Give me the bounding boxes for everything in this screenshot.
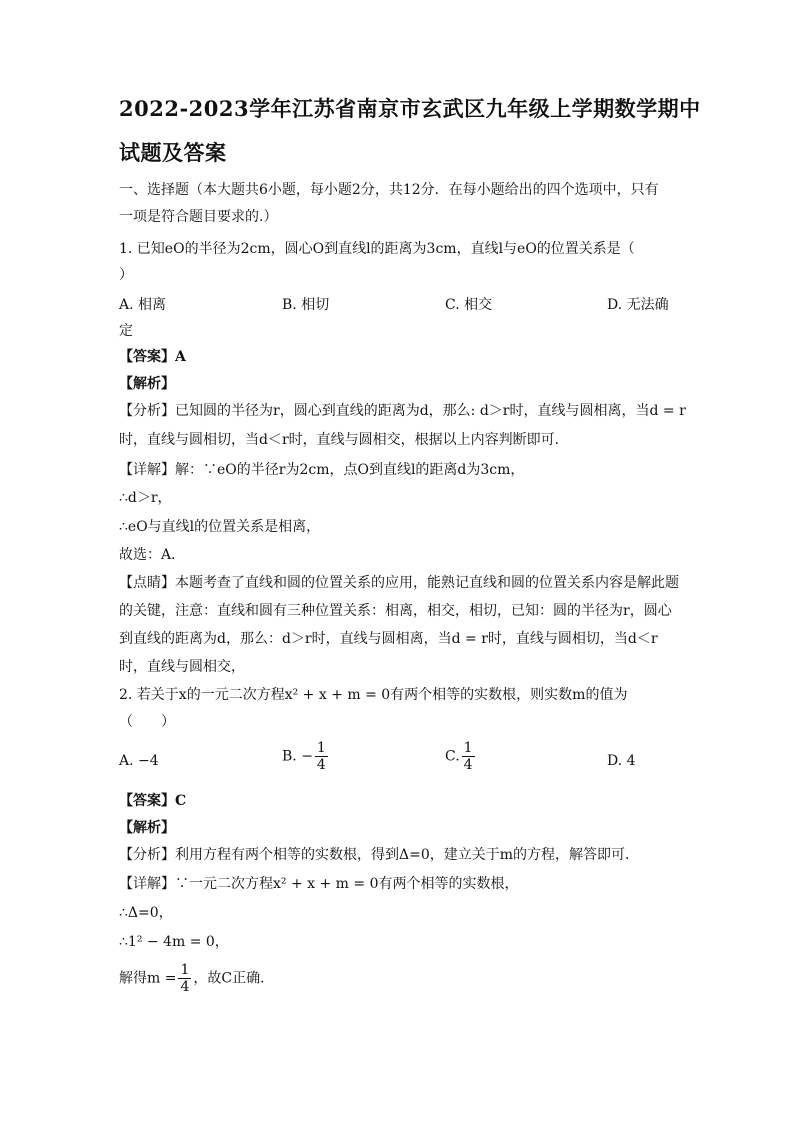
section-heading-line-1: 一、选择题（本大题共6小题，每小题2分，共12分．在每小题给出的四个选项中，只有 — [119, 182, 659, 198]
q2-option-b — [282, 740, 330, 773]
q1-xiangjie: 【详解】解：∵eO的半径r为2cm，点O到直线l的距离d为3cm， — [119, 462, 525, 478]
q1-stem-line-1: 1. 已知eO的半径为2cm，圆心O到直线l的距离为3cm，直线l与eO的位置关系是（ — [119, 241, 635, 257]
q1-analysis-label: 【解析】 — [119, 376, 175, 392]
q1-option-c: C. 相交 — [445, 297, 493, 313]
q2-step-3 — [119, 962, 274, 995]
q1-dianjing-line-2: 的关键，注意：直线和圆有三种位置关系：相离，相交，相切，已知：圆的半径为r，圆心 — [119, 603, 672, 619]
document-title-line-1: 2022-2023学年江苏省南京市玄武区九年级上学期数学期中 — [119, 96, 701, 121]
q2-option-b-fraction — [315, 740, 328, 773]
q1-option-d-continuation: 定 — [119, 323, 133, 339]
fraction-denominator: 4 — [180, 979, 190, 995]
q2-stem-line-2: （ ） — [119, 714, 175, 730]
q1-dianjing-line-1: 【点睛】本题考查了直线和圆的位置关系的应用，能熟记直线和圆的位置关系内容是解此题 — [119, 575, 679, 591]
q1-answer: 【答案】A — [119, 349, 186, 365]
q1-dianjing-line-4: 时，直线与圆相交， — [119, 659, 245, 675]
q1-option-a: A. 相离 — [119, 297, 167, 313]
q2-fenxi: 【分析】利用方程有两个相等的实数根，得到Δ=0，建立关于m的方程，解答即可． — [119, 847, 640, 863]
q2-stem-line-1: 2. 若关于x的一元二次方程x² + x + m = 0有两个相等的实数根，则实数m的值为 — [119, 687, 628, 703]
q2-answer: 【答案】C — [119, 793, 187, 809]
q1-step-1: ∴d＞r， — [119, 490, 172, 506]
q1-option-d: D. 无法确 — [607, 297, 669, 313]
q2-step-3-suffix: ，故C正确． — [193, 970, 275, 987]
fraction-numerator: 1 — [180, 962, 190, 978]
q2-step-3-prefix: 解得m = — [119, 970, 177, 987]
q1-step-3: 故选：A． — [119, 547, 186, 563]
q1-option-b: B. 相切 — [282, 297, 330, 313]
q1-dianjing-line-3: 到直线的距离为d，那么：d＞r时，直线与圆相离，当d = r时，直线与圆相切，当d＜r — [119, 631, 658, 647]
fraction-numerator: 1 — [463, 740, 473, 756]
q2-step-1: ∴Δ=0， — [119, 905, 173, 921]
q1-fenxi-line-1: 【分析】已知圆的半径为r，圆心到直线的距离为d，那么: d＞r时，直线与圆相离，当d = r — [119, 403, 686, 419]
q2-step-3-fraction — [178, 962, 191, 995]
document-title-line-2: 试题及答案 — [119, 140, 227, 165]
fraction-denominator: 4 — [316, 757, 326, 773]
q2-xiangjie: 【详解】∵一元二次方程x² + x + m = 0有两个相等的实数根， — [119, 876, 519, 892]
q2-option-b-prefix: B. − — [282, 748, 313, 765]
fraction-numerator: 1 — [316, 740, 326, 756]
fraction-denominator: 4 — [463, 757, 473, 773]
q1-stem-line-2: ） — [119, 267, 133, 283]
q2-option-c — [445, 740, 477, 773]
q2-option-c-prefix: C. — [445, 748, 460, 765]
q1-fenxi-line-2: 时，直线与圆相切，当d＜r时，直线与圆相交，根据以上内容判断即可． — [119, 432, 569, 448]
section-heading-line-2: 一项是符合题目要求的.） — [119, 209, 278, 225]
q2-option-c-fraction — [462, 740, 475, 773]
q1-step-2: ∴eO与直线l的位置关系是相离， — [119, 519, 321, 535]
q2-option-a: A. −4 — [119, 753, 159, 769]
q2-option-d: D. 4 — [607, 753, 636, 769]
q2-analysis-label: 【解析】 — [119, 820, 175, 836]
q2-step-2: ∴1² − 4m = 0， — [119, 934, 229, 950]
